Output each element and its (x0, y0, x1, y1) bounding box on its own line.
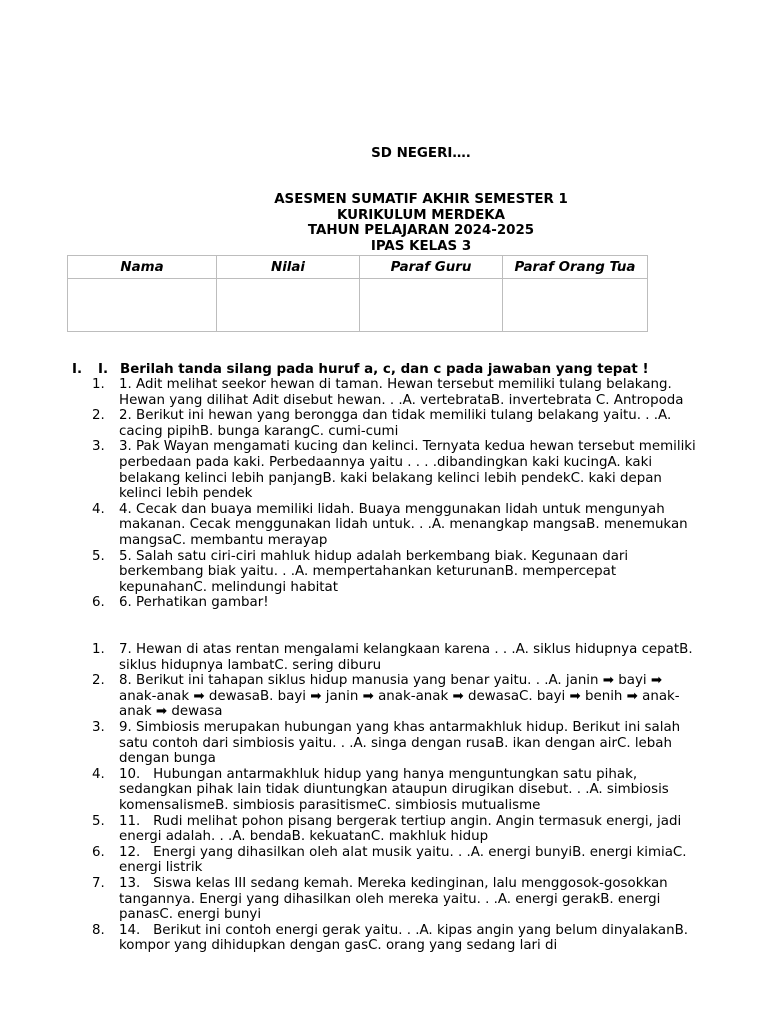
question-text: 2. Berikut ini hewan yang berongga dan tidak memiliki tulang belakang yaitu. . .A. cacing pipihB. bunga karangC. cumi-cumi (119, 408, 676, 439)
question-number: 4. (92, 501, 105, 517)
question-text: 11. Rudi melihat pohon pisang bergerak tertiup angin. Angin termasuk energi, jadi energi adalah. . .A. bendaB. kekuatanC. makhluk hidup (119, 813, 686, 845)
question-item (92, 814, 702, 845)
question-number: 1. (92, 377, 105, 392)
curriculum-line: KURIKULUM MERDEKA (336, 207, 506, 223)
section-heading (72, 362, 702, 378)
question-list-1 (92, 377, 702, 611)
question-item (92, 439, 702, 501)
question-number: 5. (92, 548, 105, 564)
column-paraf-guru: Paraf Guru (360, 256, 503, 279)
section-roman-numeral-2: I. (98, 362, 109, 377)
question-number: 4. (92, 766, 105, 782)
question-item (92, 549, 702, 596)
column-nilai: Nilai (217, 256, 360, 279)
question-text: 14. Berikut ini contoh energi gerak yaitu. . .A. kipas angin yang belum dinyalakanB. kompor yang dihidupkan dengan gasC. orang yang sedang lari di (119, 922, 693, 954)
question-text: 3. Pak Wayan mengamati kucing dan kelinci. Ternyata kedua hewan tersebut memiliki perbedaan pada kaki. Perbedaannya yaitu . . . .dibandingkan kaki kucingA. kaki belakang kelinci lebih panjangB. kaki belakang kelinci lebih pendekC. kaki depan kelinci lebih pendek (119, 439, 701, 502)
question-text: 12. Energi yang dihasilkan oleh alat musik yaitu. . .A. energi bunyiB. energi kimiaC. energi listrik (119, 844, 691, 876)
question-item (92, 642, 702, 673)
question-number: 1. (92, 642, 105, 657)
question-text: 7. Hewan di atas rentan mengalami kelangkaan karena . . .A. siklus hidupnya cepatB. siklus hidupnya lambatC. sering diburu (119, 642, 697, 673)
question-text: 13. Siswa kelas III sedang kemah. Mereka kedinginan, lalu menggosok-gosokkan tangannya. Energi yang dihasilkan oleh mereka yaitu. . .A. energi gerakB. energi panasC. energi bunyi (119, 875, 672, 923)
column-paraf-orang-tua: Paraf Orang Tua (503, 256, 648, 279)
identity-table-header (68, 256, 648, 279)
question-text: 9. Simbiosis merupakan hubungan yang khas antarmakhluk hidup. Berikut ini salah satu contoh dari simbiosis yaitu. . .A. singa dengan rusaB. ikan dengan airC. lebah dengan bunga (119, 719, 685, 767)
question-item (92, 595, 702, 611)
question-item (92, 767, 702, 814)
question-number: 8. (92, 922, 105, 938)
column-nama: Nama (68, 256, 217, 279)
nilai-cell (217, 279, 360, 332)
question-text: 10. Hubungan antarmakhluk hidup yang hanya menguntungkan satu pihak, sedangkan pihak lain tidak diuntungkan ataupun dirugikan disebut. . .A. simbiosis komensalismeB. simbiosis parasitismeC. simbiosis mutualisme (119, 766, 674, 813)
question-item (92, 673, 702, 720)
question-number: 6. (92, 595, 105, 611)
identity-table-row (68, 279, 648, 332)
question-list-2 (92, 642, 702, 954)
identity-table (67, 255, 648, 332)
exam-header (0, 192, 768, 254)
question-text: 5. Salah satu ciri-ciri mahluk hidup adalah berkembang biak. Kegunaan dari berkembang biak yaitu. . .A. mempertahankan keturunanB. mempercepat kepunahanC. melindungi habitat (119, 548, 633, 595)
question-number: 7. (92, 875, 105, 891)
question-item (92, 923, 702, 954)
question-number: 3. (92, 439, 105, 455)
paraf-orang-tua-cell (503, 279, 648, 332)
nama-cell (68, 279, 217, 332)
section-instruction: Berilah tanda silang pada huruf a, c, dan c pada jawaban yang tepat ! (120, 362, 649, 377)
exam-title: ASESMEN SUMATIF AKHIR SEMESTER 1 (274, 192, 568, 207)
question-text: 4. Cecak dan buaya memiliki lidah. Buaya menggunakan lidah untuk mengunyah makanan. Cecak menggunakan lidah untuk. . .A. menangkap mangsaB. menemukan mangsaC. membantu merayap (119, 501, 692, 548)
subject-class-line: IPAS KELAS 3 (370, 238, 472, 254)
question-item (92, 876, 702, 923)
question-number: 2. (92, 673, 105, 689)
academic-year-line: TAHUN PELAJARAN 2024-2025 (307, 223, 535, 239)
question-text: 1. Adit melihat seekor hewan di taman. Hewan tersebut memiliki tulang belakang. Hewan yang dilihat Adit disebut hewan. . .A. vertebrataB. invertebrata C. Antropoda (119, 377, 684, 408)
question-number: 2. (92, 408, 105, 424)
question-text: 8. Berikut ini tahapan siklus hidup manusia yang benar yaitu. . .A. janin ➡ bayi ➡ anak-anak ➡ dewasaB. bayi ➡ janin ➡ anak-anak ➡ dewasaC. bayi ➡ benih ➡ anak-anak ➡ dewasa (119, 673, 680, 720)
question-item (92, 845, 702, 876)
question-number: 5. (92, 813, 105, 829)
school-name: SD NEGERI…. (371, 146, 471, 161)
question-text: 6. Perhatikan gambar! (119, 595, 269, 611)
question-item (92, 377, 702, 408)
question-number: 6. (92, 844, 105, 860)
section-roman-numeral: I. (72, 362, 83, 377)
paraf-guru-cell (360, 279, 503, 332)
question-item (92, 502, 702, 549)
question-item (92, 720, 702, 767)
question-item (92, 408, 702, 439)
question-number: 3. (92, 719, 105, 735)
